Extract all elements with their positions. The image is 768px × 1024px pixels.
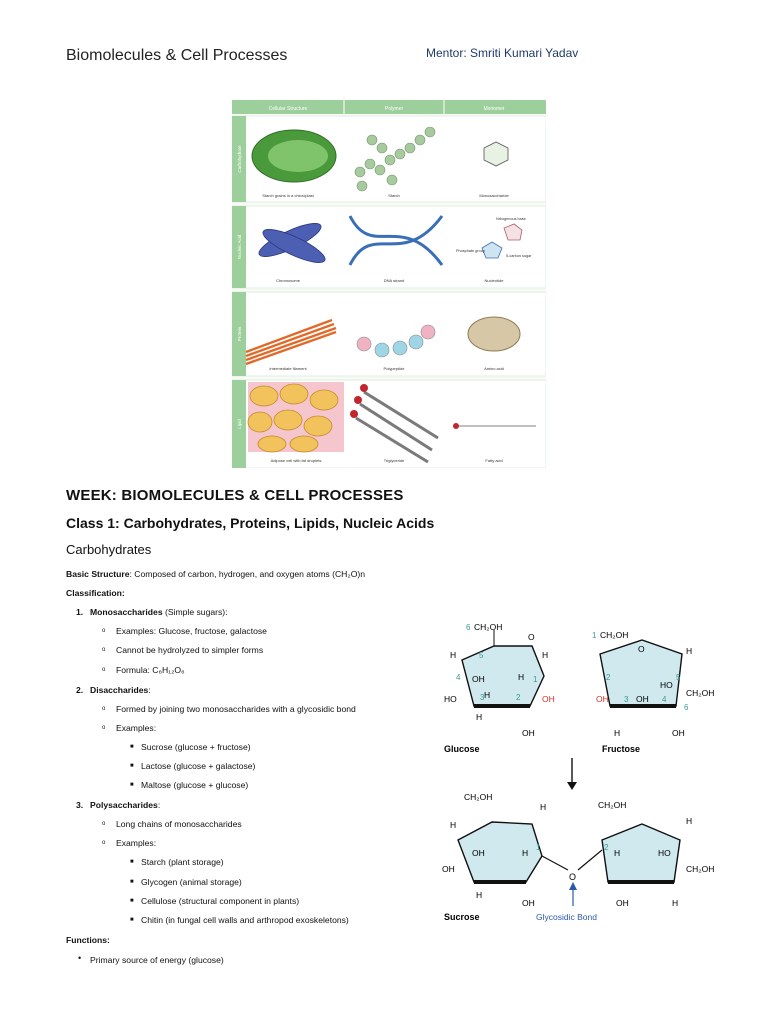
glucose-label: Glucose [444,744,480,754]
di-title: Disaccharides [90,685,149,695]
cell-chromosome: Chromosome [275,278,301,283]
svg-text:H: H [686,646,693,656]
svg-text:3: 3 [480,693,485,702]
sugar-structures-figure [436,610,736,930]
list-number-3: 3. [76,800,84,810]
cell-dna-strand: DNA strand [383,278,405,283]
svg-text:2: 2 [604,843,609,852]
col-header-polymer: Polymer [384,106,404,112]
svg-text:CH₂OH: CH₂OH [474,622,503,632]
svg-text:H: H [540,802,547,812]
svg-text:5: 5 [676,673,681,682]
poly-example-3: Cellulose (structural component in plants) [141,896,300,906]
poly-title: Polysaccharides [90,800,158,810]
svg-text:OH: OH [472,848,485,858]
svg-text:4: 4 [662,695,667,704]
poly-example-4: Chitin (in fungal cell walls and arthropod exoskeletons) [141,915,349,925]
svg-text:1: 1 [536,843,541,852]
cell-starch: Starch [388,193,400,198]
amino-acid-graphic [468,317,520,351]
svg-text:H: H [450,650,457,660]
fructose-label: Fructose [602,744,641,754]
svg-text:2: 2 [516,693,521,702]
svg-text:OH: OH [522,898,535,908]
col-header-monomer: Monomer [483,106,505,112]
cell-fatty-acid: Fatty acid [485,458,503,463]
di-item-1: Formed by joining two monosaccharides with a glycosidic bond [116,704,356,714]
di-item-2: Examples: [116,723,157,733]
svg-text:OH: OH [636,694,649,704]
mono-item-3: Formula: C₆H₁₂O₆ [116,665,185,675]
svg-text:O: O [569,872,577,882]
mentor-label: Mentor: Smriti Kumari Yadav [426,46,579,60]
svg-text:OH: OH [522,728,535,738]
svg-text:6: 6 [684,703,689,712]
svg-text:1: 1 [592,631,597,640]
cell-polypeptide: Polypeptide [383,366,405,371]
svg-text:CH₂OH: CH₂OH [464,792,493,802]
basic-structure-line [66,569,365,579]
svg-text:OH: OH [596,694,609,704]
cell-amino-acid: Amino acid [484,366,504,371]
row-label-protein: Protein [237,326,242,342]
function-item-1: Primary source of energy (glucose) [90,955,224,965]
svg-text:H: H [614,728,621,738]
document-title: Biomolecules & Cell Processes [66,47,288,64]
cell-intermediate-filament: Intermediate filament [269,366,307,371]
classification-label: Classification: [66,588,125,598]
svg-text:H: H [518,672,525,682]
row-label-carbohydrate: Carbohydrate [237,145,242,173]
mono-item-1: Examples: Glucose, fructose, galactose [116,626,267,636]
cell-starch-grains: Starch grains in a chloroplast [262,193,314,198]
mono-title: Monosaccharides [90,607,163,617]
list-number-2: 2. [76,685,84,695]
svg-text:H: H [672,898,679,908]
row-label-nucleic-acid: Nucleic Acid [237,234,242,260]
section-heading: Carbohydrates [66,542,152,557]
svg-text:6: 6 [466,623,471,632]
svg-text:H: H [450,820,457,830]
class-heading: Class 1: Carbohydrates, Proteins, Lipids, Nucleic Acids [66,515,435,531]
label-phosphate-group: Phosphate group [456,249,485,253]
svg-text:OH: OH [442,864,455,874]
svg-text:OH: OH [542,694,555,704]
poly-line [90,800,160,810]
glycosidic-bond-label: Glycosidic Bond [536,912,597,922]
mono-item-2: Cannot be hydrolyzed to simpler forms [116,645,264,655]
svg-text:H: H [542,650,549,660]
svg-text:OH: OH [616,898,629,908]
svg-text:HO: HO [444,694,457,704]
di-example-3: Maltose (glucose + glucose) [141,780,249,790]
list-number-1: 1. [76,607,84,617]
col-header-structure: Cellular Structure [268,106,308,112]
week-heading: WEEK: BIOMOLECULES & CELL PROCESSES [66,487,404,504]
di-rest: : [148,685,151,695]
svg-text:H: H [686,816,693,826]
cell-triglyceride: Triglyceride [383,458,405,463]
svg-text:H: H [484,690,491,700]
sucrose-glucose-ring [458,822,542,882]
svg-text:3: 3 [624,695,629,704]
mono-rest: (Simple sugars): [162,607,228,617]
svg-text:H: H [476,712,483,722]
mono-line [90,607,228,617]
svg-text:5: 5 [479,651,484,660]
svg-text:H: H [476,890,483,900]
row-label-lipid: Lipid [237,419,242,429]
svg-text:OH: OH [672,728,685,738]
biomolecule-figure [232,100,546,468]
poly-item-1: Long chains of monosaccharides [116,819,242,829]
poly-example-2: Glycogen (animal storage) [141,877,242,887]
svg-text:HO: HO [658,848,671,858]
svg-text:O: O [638,644,645,654]
di-example-1: Sucrose (glucose + fructose) [141,742,251,752]
poly-rest: : [157,800,161,810]
poly-item-2: Examples: [116,838,157,848]
svg-text:2: 2 [606,673,611,682]
cell-adipose-cell: Adipose cell with fat droplets [270,458,322,463]
sucrose-label: Sucrose [444,912,480,922]
basic-structure-label: Basic Structure [66,569,130,579]
cell-nucleotide: Nucleotide [484,278,504,283]
sugar-structures-svg [436,610,736,930]
svg-text:CH₂OH: CH₂OH [686,688,715,698]
svg-text:CH₂OH: CH₂OH [600,630,629,640]
svg-text:1: 1 [533,675,538,684]
svg-text:HO: HO [660,680,673,690]
biomolecule-figure-svg [232,100,546,468]
label-nitrogenous-base: Nitrogenous base [496,217,526,221]
svg-text:O: O [528,632,535,642]
basic-structure-text: : Composed of carbon, hydrogen, and oxygen atoms (CH₂O)n [129,569,366,579]
svg-text:CH₂OH: CH₂OH [686,864,715,874]
cell-monosaccharide: Monosaccharide [479,193,509,198]
poly-example-1: Starch (plant storage) [141,857,224,867]
svg-text:CH₂OH: CH₂OH [598,800,627,810]
svg-text:4: 4 [456,673,461,682]
svg-text:OH: OH [472,674,485,684]
svg-text:H: H [614,848,621,858]
di-example-2: Lactose (glucose + galactose) [141,761,256,771]
functions-label: Functions: [66,935,110,945]
svg-text:H: H [522,848,529,858]
di-line [90,685,151,695]
label-5-carbon-sugar: 5-carbon sugar [506,254,532,258]
